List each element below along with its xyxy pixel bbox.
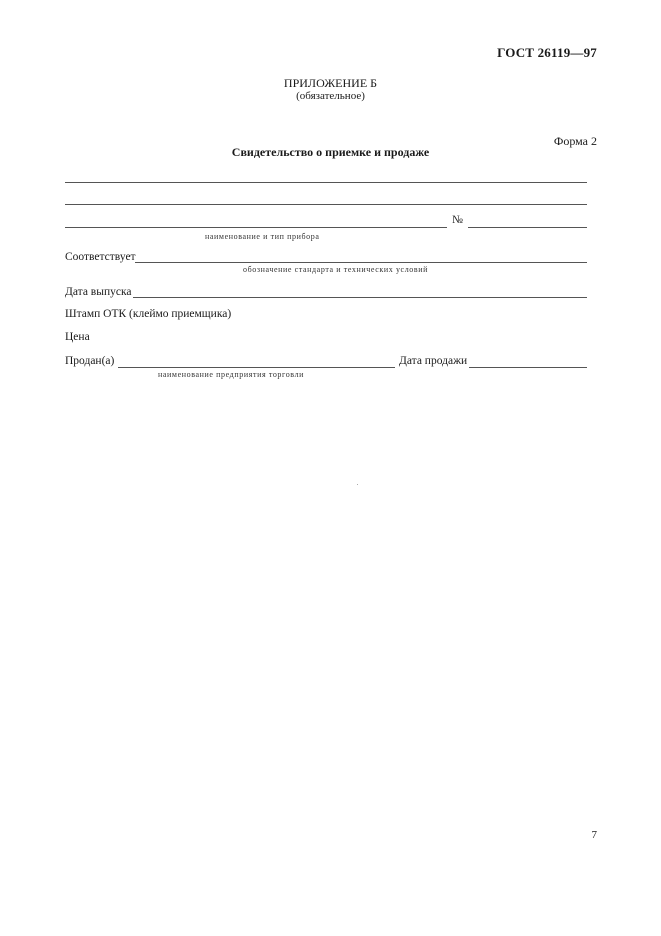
- appendix-subtitle: (обязательное): [296, 90, 365, 102]
- page-number: 7: [591, 829, 597, 841]
- form-number: Форма 2: [553, 134, 597, 148]
- sold-label: Продан(а): [65, 355, 115, 367]
- blank-line-1[interactable]: [65, 182, 587, 183]
- blank-line-2[interactable]: [65, 204, 587, 205]
- conforms-line[interactable]: [135, 262, 587, 263]
- conforms-label: Соответствует: [65, 251, 136, 263]
- number-sign: №: [452, 214, 463, 226]
- appendix-heading: [0, 77, 661, 103]
- price-label: Цена: [65, 331, 90, 343]
- release-date-line[interactable]: [133, 297, 587, 298]
- device-name-line[interactable]: [65, 227, 447, 228]
- sale-date-label: Дата продажи: [399, 355, 468, 367]
- scan-speck: [357, 484, 358, 485]
- appendix-title: ПРИЛОЖЕНИЕ Б: [283, 76, 378, 90]
- otk-stamp-label: Штамп ОТК (клеймо приемщика): [65, 308, 232, 320]
- device-number-line[interactable]: [468, 227, 587, 228]
- device-caption: наименование и тип прибора: [205, 232, 320, 241]
- sale-date-line[interactable]: [469, 367, 587, 368]
- sold-by-line[interactable]: [118, 367, 395, 368]
- standard-caption: обозначение стандарта и технических условий: [243, 265, 429, 274]
- standard-code: ГОСТ 26119—97: [497, 45, 597, 60]
- enterprise-caption: наименование предприятия торговли: [158, 370, 305, 379]
- form-title: Свидетельство о приемке и продаже: [231, 145, 430, 159]
- release-date-label: Дата выпуска: [65, 286, 132, 298]
